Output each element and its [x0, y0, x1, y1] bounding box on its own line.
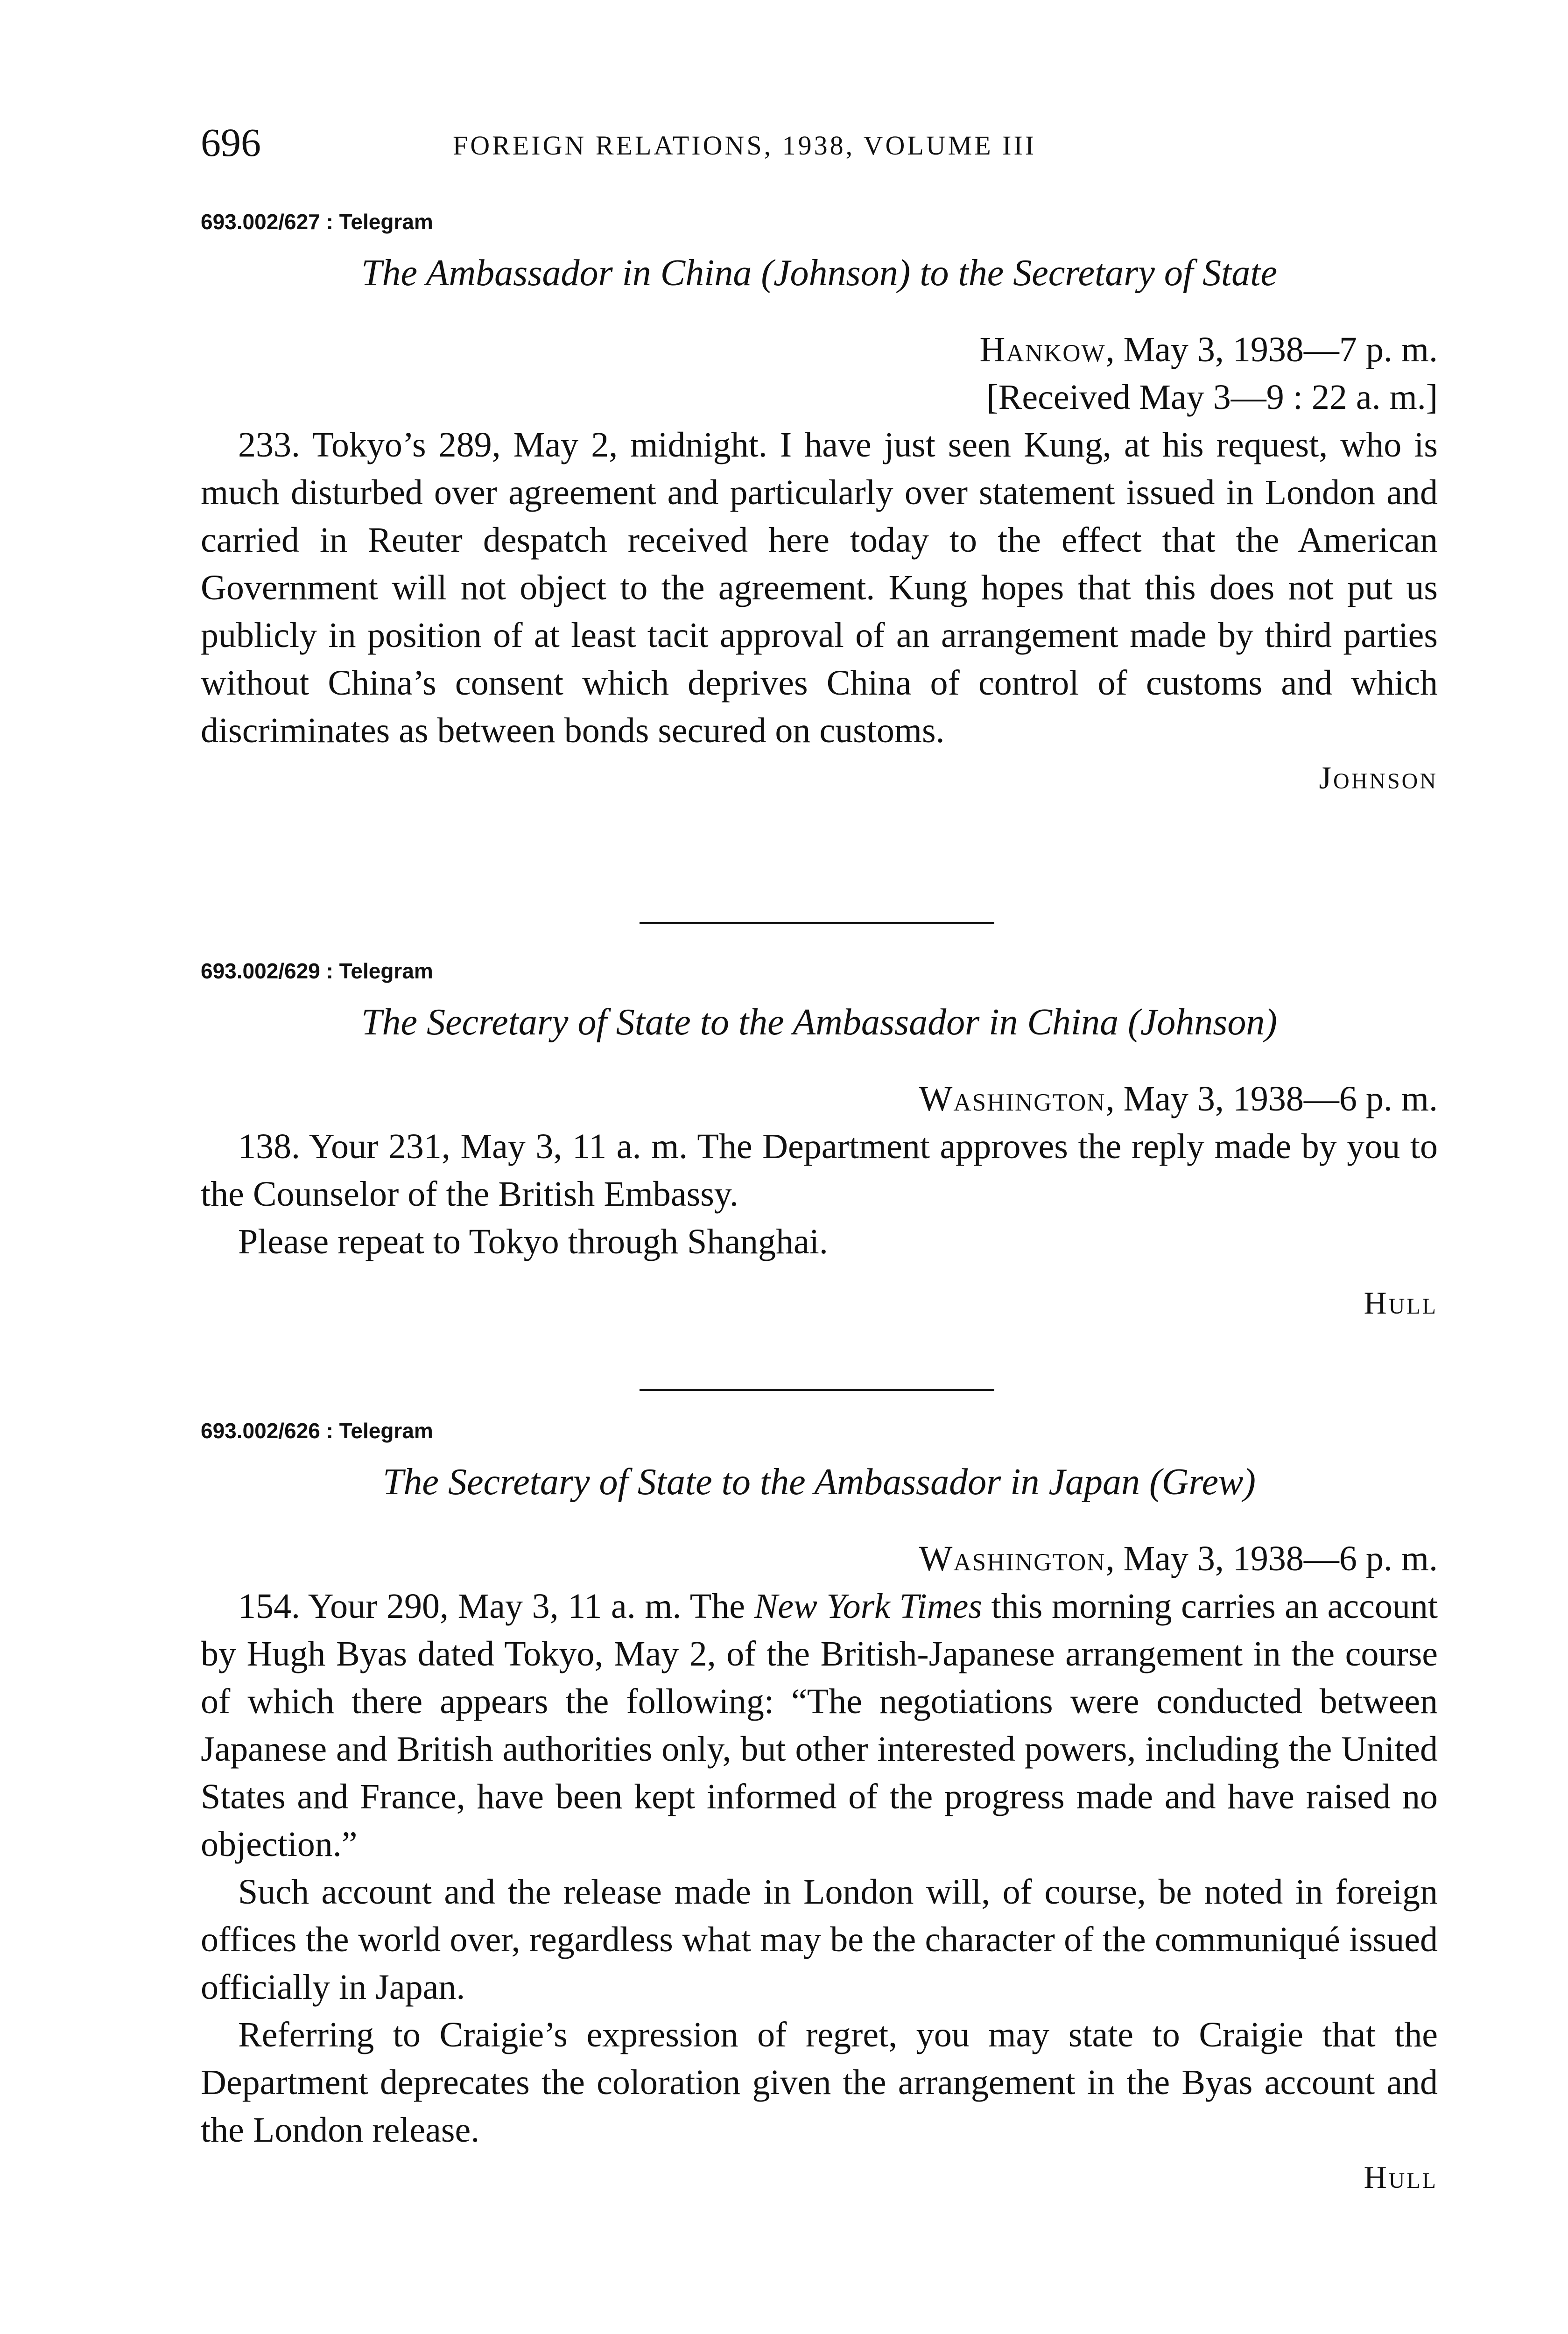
body-paragraph: Such account and the release made in London will, of course, be noted in foreign offices the world over, regardless what may be the character of the communiqué issued officially in Japan. — [201, 1872, 1438, 2007]
dateline-date: , May 3, 1938—6 p. m. — [1105, 1079, 1438, 1118]
dateline — [201, 1075, 1438, 1123]
signature: Hull — [1364, 2159, 1438, 2195]
signature: Hull — [1364, 1285, 1438, 1321]
signature: Johnson — [1319, 760, 1438, 795]
telegram-secretary-to-johnson — [201, 955, 1438, 1326]
body-text: 154. Your 290, May 3, 11 a. m. The — [238, 1587, 754, 1626]
body-paragraph: Referring to Craigie’s expression of regret, you may state to Craigie that the Department deprecates the coloration given the arrangement in the Byas account and the London release. — [201, 2015, 1438, 2150]
telegram-johnson-to-secretary — [201, 205, 1438, 801]
file-reference: 693.002/629 : Telegram — [201, 959, 433, 983]
dateline-place: Washington — [919, 1079, 1106, 1118]
page-number: 696 — [201, 120, 261, 165]
telegram-secretary-to-grew — [201, 1414, 1438, 2200]
dateline-date: , May 3, 1938—7 p. m. — [1105, 330, 1438, 369]
telegram-title: The Ambassador in China (Johnson) to the Secretary of State — [361, 253, 1278, 294]
dateline-place: Hankow — [979, 330, 1106, 369]
received-note: [Received May 3—9 : 22 a. m.] — [986, 378, 1438, 417]
body-paragraph: 233. Tokyo’s 289, May 2, midnight. I have just seen Kung, at his request, who is much disturbed over agreement and particularly over statement issued in London and carried in Reuter despatch received here today to the effect that the American Government will not object to the agreement. Kung hopes that this does not put us publicly in position of at least tacit approval of an arrangement made by third parties without China’s consent which deprives China of control of customs and which discriminates as between bonds secured on customs. — [201, 425, 1438, 750]
dateline — [201, 326, 1438, 373]
section-divider — [640, 1389, 994, 1391]
telegram-title: The Secretary of State to the Ambassador in China (Johnson) — [361, 1002, 1278, 1043]
body-paragraph: Please repeat to Tokyo through Shanghai. — [238, 1222, 828, 1261]
body-paragraph — [201, 1582, 1438, 1868]
body-paragraph: 138. Your 231, May 3, 11 a. m. The Department approves the reply made by you to the Counselor of the British Embassy. — [201, 1127, 1438, 1214]
dateline-place: Washington — [919, 1539, 1106, 1578]
newspaper-title: New York Times — [754, 1587, 982, 1626]
telegram-title: The Secretary of State to the Ambassador in Japan (Grew) — [382, 1462, 1256, 1503]
running-head — [201, 117, 1438, 173]
running-head-title: FOREIGN RELATIONS, 1938, VOLUME III — [453, 130, 1037, 161]
section-divider — [640, 922, 994, 924]
file-reference: 693.002/626 : Telegram — [201, 1419, 433, 1443]
dateline-date: , May 3, 1938—6 p. m. — [1105, 1539, 1438, 1578]
body-text: this morning carries an account by Hugh Byas dated Tokyo, May 2, of the British-Japanese arrangement in the course of which there appears the following: “The negotiations were conducted between Japanese and British authorities only, but other interested powers, including the United States and France, have been kept informed of the progress made and have raised no objection.” — [201, 1587, 1438, 1864]
dateline — [201, 1535, 1438, 1582]
file-reference: 693.002/627 : Telegram — [201, 210, 433, 234]
